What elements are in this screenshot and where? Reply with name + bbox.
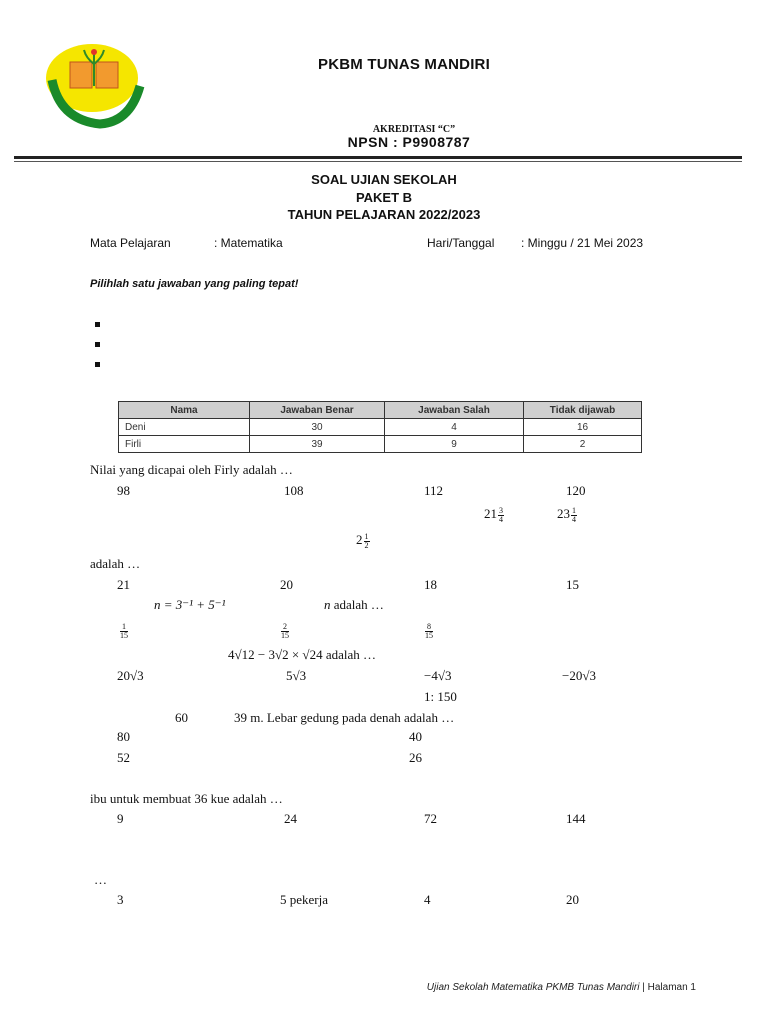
date-value: : Minggu / 21 Mei 2023 [521, 236, 644, 250]
math-expression: n = 3⁻¹ + 5⁻¹ [154, 597, 226, 612]
question-text: ibu untuk membuat 36 kue adalah … [90, 791, 283, 806]
school-logo [40, 40, 150, 134]
table-cell: 30 [250, 419, 385, 436]
question-text: 4√12 − 3√2 × √24 adalah … [228, 647, 376, 662]
question-text: … [94, 872, 107, 887]
table-cell: 9 [385, 436, 524, 453]
table-row [119, 436, 642, 453]
answer-option[interactable]: 108 [284, 483, 304, 498]
answer-option[interactable]: 24 [284, 811, 297, 826]
score-table [118, 401, 642, 453]
table-cell: Firli [119, 436, 250, 453]
answer-option[interactable]: 4 [424, 892, 431, 907]
header-divider-thin [14, 161, 742, 162]
answer-option[interactable]: 3 [117, 892, 124, 907]
date-label: Hari/Tanggal [427, 236, 495, 250]
answer-option[interactable]: 5√3 [286, 668, 307, 683]
answer-option[interactable]: 80 [117, 729, 130, 744]
table-cell: 39 [250, 436, 385, 453]
page-footer [427, 982, 696, 993]
answer-option[interactable]: 72 [424, 811, 437, 826]
answer-option[interactable]: 26 [409, 750, 422, 765]
accreditation: AKREDITASI “C” [372, 124, 456, 135]
list-bullet [95, 322, 100, 327]
table-cell: 2 [524, 436, 642, 453]
exam-year: TAHUN PELAJARAN 2022/2023 [287, 207, 481, 222]
table-cell: 16 [524, 419, 642, 436]
exam-title: SOAL UJIAN SEKOLAH [311, 172, 457, 187]
answer-option[interactable]: 120 [566, 483, 586, 498]
answer-option[interactable]: 112 [424, 483, 444, 498]
subject-value: : Matematika [214, 236, 283, 250]
table-cell: 4 [385, 419, 524, 436]
mixed-fraction: 2 $\frac{1}{2}$ [356, 531, 369, 550]
table-cell: Deni [119, 419, 250, 436]
column-header: Jawaban Salah [385, 402, 524, 419]
question-text: 39 m. Lebar gedung pada denah adalah … [234, 710, 455, 725]
subject-label: Mata Pelajaran [90, 236, 171, 250]
school-name: PKBM TUNAS MANDIRI [318, 56, 490, 73]
answer-option[interactable]: 98 [117, 483, 130, 498]
table-row [119, 419, 642, 436]
answer-option[interactable]: $\frac{2}{15}$ [281, 621, 289, 640]
header-divider [14, 156, 742, 159]
answer-option[interactable]: $\frac{8}{15}$ [425, 621, 433, 640]
column-header: Jawaban Benar [250, 402, 385, 419]
answer-option[interactable]: 9 [117, 811, 124, 826]
footer-page: | Halaman 1 [639, 982, 696, 993]
answer-option[interactable]: 20√3 [117, 668, 144, 683]
npsn: NPSN : P9908787 [347, 134, 471, 150]
question-text: adalah … [90, 556, 141, 571]
column-header: Tidak dijawab [524, 402, 642, 419]
question-text: n adalah … [324, 597, 384, 612]
question-text: Nilai yang dicapai oleh Firly adalah … [90, 462, 293, 477]
answer-option[interactable]: $\frac{1}{15}$ [120, 621, 128, 640]
answer-option[interactable]: −20√3 [562, 668, 596, 683]
mixed-fraction: 21 $\frac{3}{4}$ [484, 505, 503, 524]
answer-option[interactable]: 20 [566, 892, 579, 907]
column-header: Nama [119, 402, 250, 419]
question-value: 60 [175, 710, 188, 725]
mixed-fraction: 23 $\frac{1}{4}$ [557, 505, 576, 524]
list-bullet [95, 342, 100, 347]
answer-option[interactable]: 40 [409, 729, 422, 744]
answer-option[interactable]: −4√3 [424, 668, 452, 683]
table-header-row [119, 402, 642, 419]
instruction: Pilihlah satu jawaban yang paling tepat! [90, 278, 299, 290]
answer-option[interactable]: 144 [566, 811, 586, 826]
answer-option[interactable]: 5 pekerja [280, 892, 329, 907]
answer-option[interactable]: 52 [117, 750, 130, 765]
answer-option[interactable]: 20 [280, 577, 293, 592]
answer-option[interactable]: 21 [117, 577, 130, 592]
scale-value: 1: 150 [424, 689, 457, 704]
answer-option[interactable]: 15 [566, 577, 579, 592]
answer-option[interactable]: 18 [424, 577, 437, 592]
exam-package: PAKET B [355, 190, 413, 205]
footer-title: Ujian Sekolah Matematika PKMB Tunas Mandiri [426, 982, 640, 993]
list-bullet [95, 362, 100, 367]
